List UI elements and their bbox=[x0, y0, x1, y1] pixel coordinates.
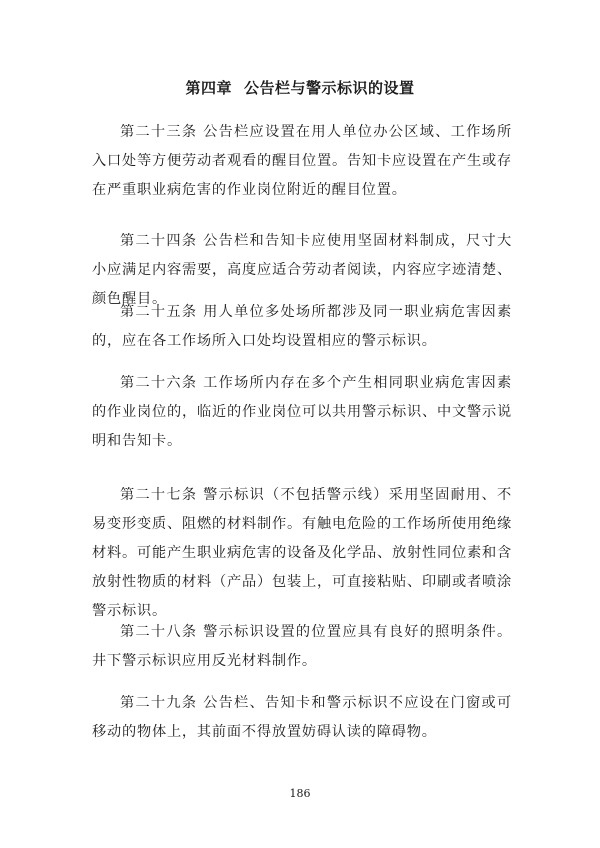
article-24: 第二十四条 公告栏和告知卡应使用坚固材料制成，尺寸大小应满足内容需要，高度应适合劳动者阅读，内容应字迹清楚、颜色醒目。 bbox=[92, 233, 512, 307]
page-number: 186 bbox=[289, 787, 311, 800]
article-27: 第二十七条 警示标识（不包括警示线）采用坚固耐用、不易变形变质、阻燃的材料制作。有触电危险的工作场所使用绝缘材料。可能产生职业病危害的设备及化学品、放射性同位素和含放射性物质的材料（产品）包装上，可直接粘贴、印刷或者喷涂警示标识。 bbox=[92, 487, 512, 619]
article-25: 第二十五条 用人单位多处场所都涉及同一职业病危害因素的，应在各工作场所入口处均设置相应的警示标识。 bbox=[92, 304, 512, 349]
article-23: 第二十三条 公告栏应设置在用人单位办公区域、工作场所入口处等方便劳动者观看的醒目位置。告知卡应设置在产生或存在严重职业病危害的作业岗位附近的醒目位置。 bbox=[92, 124, 512, 198]
chapter-title bbox=[0, 78, 600, 98]
chapter-name: 公告栏与警示标识的设置 bbox=[244, 79, 415, 97]
chapter-number: 第四章 bbox=[185, 79, 232, 97]
article-29: 第二十九条 公告栏、告知卡和警示标识不应设在门窗或可移动的物体上，其前面不得放置妨碍认读的障碍物。 bbox=[92, 695, 512, 740]
article-28: 第二十八条 警示标识设置的位置应具有良好的照明条件。井下警示标识应用反光材料制作。 bbox=[92, 624, 512, 669]
article-26: 第二十六条 工作场所内存在多个产生相同职业病危害因素的作业岗位的，临近的作业岗位可以共用警示标识、中文警示说明和告知卡。 bbox=[92, 375, 512, 449]
